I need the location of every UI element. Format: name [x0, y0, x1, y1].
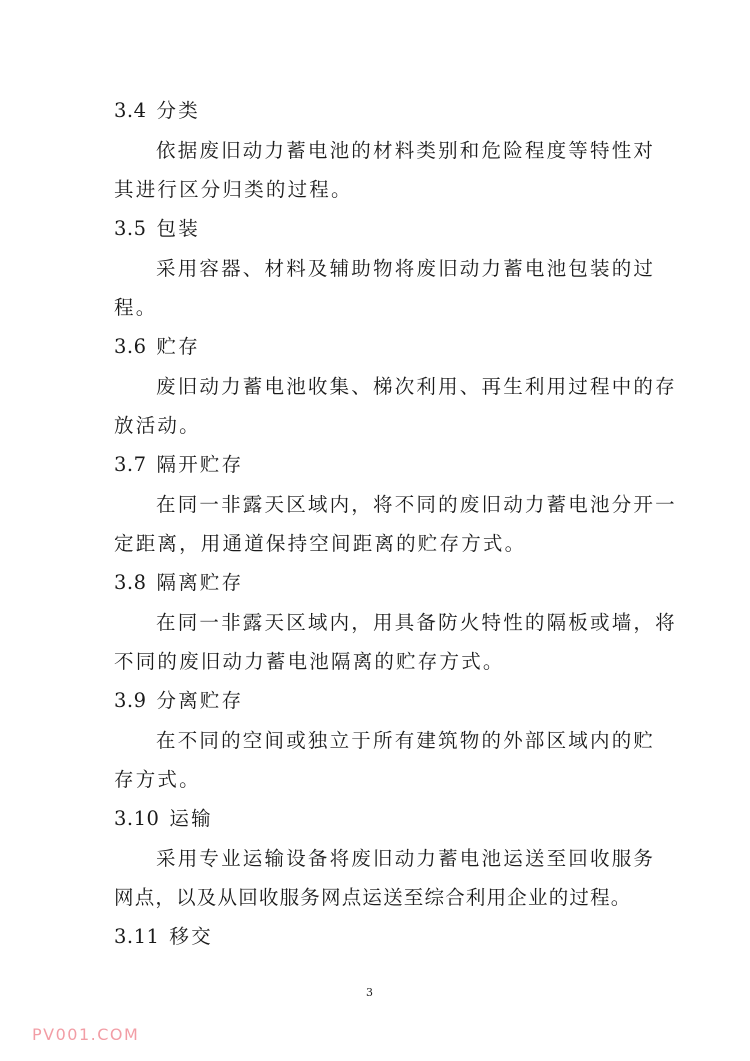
section-body-line: 在同一非露天区域内，将不同的废旧动力蓄电池分开一: [156, 493, 677, 516]
section-heading-3-7: [114, 451, 243, 479]
section-body-line: 采用专业运输设备将废旧动力蓄电池运送至回收服务: [156, 847, 656, 870]
section-body-line: 采用容器、材料及辅助物将废旧动力蓄电池包装的过: [156, 257, 656, 280]
section-body-line: 程。: [114, 296, 158, 319]
section-heading-3-8: [114, 569, 243, 597]
section-title: 运输: [169, 807, 213, 830]
section-number: 3.9: [114, 689, 147, 712]
section-number: 3.6: [114, 335, 147, 358]
page-number: 3: [366, 986, 373, 999]
section-number: 3.10: [114, 807, 160, 830]
section-number: 3.4: [114, 99, 147, 122]
section-body-line: 其进行区分归类的过程。: [114, 178, 353, 201]
section-title: 隔离贮存: [156, 571, 244, 594]
section-body-line: 定距离，用通道保持空间距离的贮存方式。: [114, 532, 527, 555]
watermark: PV001.COM: [32, 1025, 140, 1044]
section-body-line: 废旧动力蓄电池收集、梯次利用、再生利用过程中的存: [156, 375, 677, 398]
section-heading-3-10: [114, 805, 213, 833]
section-title: 移交: [169, 925, 213, 948]
section-number: 3.5: [114, 217, 147, 240]
section-heading-3-5: [114, 215, 200, 243]
section-body-line: 在同一非露天区域内，用具备防火特性的隔板或墙，将: [156, 611, 677, 634]
section-title: 包装: [156, 217, 200, 240]
section-title: 分类: [156, 99, 200, 122]
section-body-line: 在不同的空间或独立于所有建筑物的外部区域内的贮: [156, 729, 656, 752]
section-title: 隔开贮存: [156, 453, 244, 476]
section-body-line: 存方式。: [114, 768, 201, 791]
section-number: 3.7: [114, 453, 147, 476]
section-number: 3.11: [114, 925, 160, 948]
section-title: 分离贮存: [156, 689, 244, 712]
section-number: 3.8: [114, 571, 147, 594]
section-heading-3-4: [114, 97, 200, 125]
section-heading-3-9: [114, 687, 243, 715]
section-body-line: 放活动。: [114, 414, 201, 437]
section-heading-3-6: [114, 333, 200, 361]
section-heading-3-11: [114, 923, 213, 951]
section-body-line: 不同的废旧动力蓄电池隔离的贮存方式。: [114, 650, 505, 673]
section-title: 贮存: [156, 335, 200, 358]
section-body-line: 依据废旧动力蓄电池的材料类别和危险程度等特性对: [156, 139, 656, 162]
section-body-line: 网点，以及从回收服务网点运送至综合利用企业的过程。: [114, 886, 632, 909]
